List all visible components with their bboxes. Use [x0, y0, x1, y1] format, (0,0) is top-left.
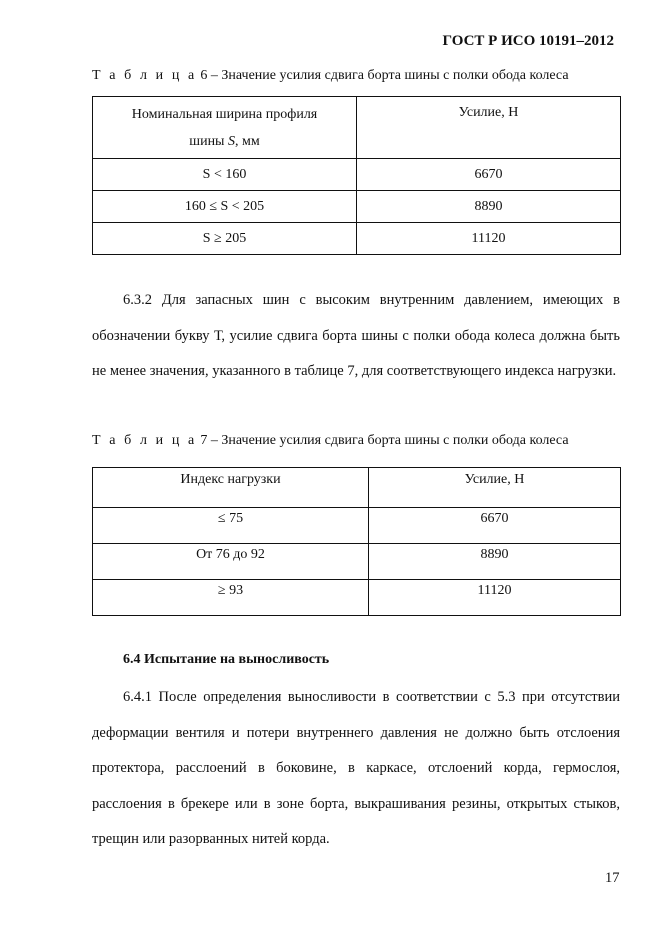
table-row: [93, 191, 621, 223]
table6-header-line1: Номинальная ширина профиля: [131, 107, 318, 122]
table-row: [93, 544, 621, 580]
document-header: ГОСТ Р ИСО 10191–2012: [442, 33, 614, 49]
table-row: [93, 159, 621, 191]
table7-header-force: Усилие, Н: [369, 468, 621, 508]
table6-caption-prefix: Т а б л и ц а: [92, 68, 197, 83]
table-row: [93, 580, 621, 616]
table6-caption: [92, 68, 569, 84]
table6-cell-width: S < 160: [93, 159, 357, 191]
table6-cell-width: 160 ≤ S < 205: [93, 191, 357, 223]
table7-cell-index: ≥ 93: [93, 580, 369, 616]
table-row: [93, 468, 621, 508]
table7-caption-text: 7 – Значение усилия сдвига борта шины с полки обода колеса: [200, 433, 569, 448]
table6-header-line2: шины S, мм: [189, 134, 260, 149]
page-number: 17: [605, 870, 620, 886]
table7-cell-force: 8890: [369, 544, 621, 580]
paragraph-6-3-2: 6.3.2 Для запасных шин с высоким внутренним давлением, имеющих в обозначении букву Т, усилие сдвига борта шины с полки обода колеса должна быть не менее значения, указанного в таблице 7, для соответствующего индекса нагрузки.: [92, 292, 620, 379]
table7-cell-force: 6670: [369, 508, 621, 544]
table7: [92, 467, 621, 616]
table6-cell-force: 6670: [357, 159, 621, 191]
table-row: [93, 223, 621, 255]
table7-caption: [92, 433, 569, 449]
table7-cell-index: От 76 до 92: [93, 544, 369, 580]
table6-caption-text: 6 – Значение усилия сдвига борта шины с полки обода колеса: [200, 68, 569, 83]
table7-header-index: Индекс нагрузки: [93, 468, 369, 508]
table6-cell-force: 8890: [357, 191, 621, 223]
paragraph-6-4-1: 6.4.1 После определения выносливости в соответствии с 5.3 при отсутствии деформации вентиля и потери внутреннего давления не должно быть отслоения протектора, расслоений в боковине, в каркасе, отслоений корда, гермослоя, расслоения в брекере или в зоне борта, выкрашивания резины, открытых стыков, трещин или разорванных нитей корда.: [92, 689, 620, 847]
table6-cell-width: S ≥ 205: [93, 223, 357, 255]
table7-cell-force: 11120: [369, 580, 621, 616]
table6-header-force: Усилие, Н: [357, 97, 621, 159]
section-6-4-title: 6.4 Испытание на выносливость: [123, 652, 330, 667]
table6-cell-force: 11120: [357, 223, 621, 255]
table7-cell-index: ≤ 75: [93, 508, 369, 544]
table6-header-width: [93, 97, 357, 159]
table6: [92, 96, 621, 255]
table-row: [93, 508, 621, 544]
table7-caption-prefix: Т а б л и ц а: [92, 433, 197, 448]
